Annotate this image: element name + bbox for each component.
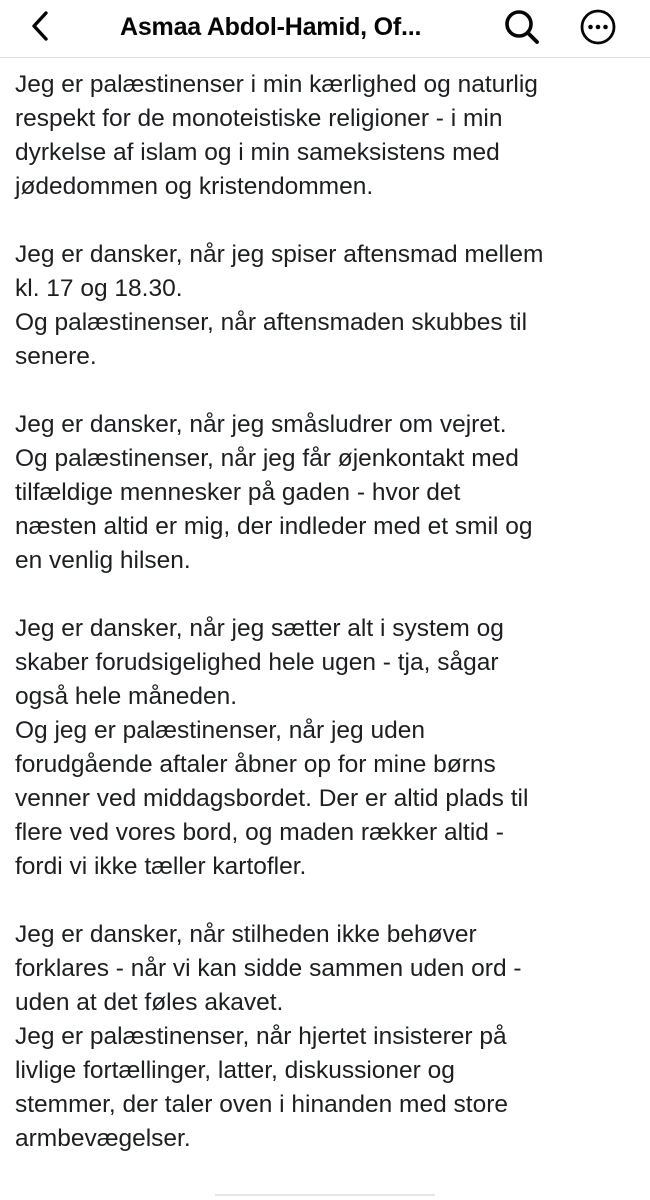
chevron-left-icon <box>29 10 51 42</box>
post-text-line: stemmer, der taler oven i hinanden med store <box>15 1091 508 1118</box>
post-text-line: en venlig hilsen. <box>15 547 191 574</box>
post-text-line: Jeg er dansker, når stilheden ikke behøver <box>15 921 477 948</box>
post-text-line: tilfældige mennesker på gaden - hvor det <box>15 479 461 506</box>
post-text-line: livlige fortællinger, latter, diskussioner og <box>15 1057 455 1084</box>
post-text-line: Jeg er dansker, når jeg spiser aftensmad mellem <box>15 241 544 268</box>
post-text-line: jødedommen og kristendommen. <box>15 173 374 200</box>
divider <box>215 1194 435 1196</box>
post-text-line: Jeg er palæstinenser i min kærlighed og naturlig <box>15 71 538 98</box>
post-text-line: Og palæstinenser, når aftensmaden skubbes til <box>15 309 528 336</box>
post-text-line: senere. <box>15 343 97 370</box>
post-paragraph <box>15 68 637 204</box>
back-button[interactable] <box>22 8 58 44</box>
post-text-line: forklares - når vi kan sidde sammen uden ord - <box>15 955 522 982</box>
top-navigation-bar <box>0 0 650 58</box>
post-text-line: armbevægelser. <box>15 1125 191 1152</box>
more-options-button[interactable] <box>576 5 620 49</box>
post-text-line: næsten altid er mig, der indleder med et smil og <box>15 513 533 540</box>
search-button[interactable] <box>500 5 544 49</box>
post-text-line: venner ved middagsbordet. Der er altid plads til <box>15 785 529 812</box>
post-text-line: skaber forudsigelighed hele ugen - tja, sågar <box>15 649 499 676</box>
post-text-line: fordi vi ikke tæller kartofler. <box>15 853 307 880</box>
post-text-line: uden at det føles akavet. <box>15 989 284 1016</box>
post-text-line: flere ved vores bord, og maden rækker altid - <box>15 819 504 846</box>
page-title: Asmaa Abdol-Hamid, Of... <box>120 13 422 41</box>
post-text-line: Og palæstinenser, når jeg får øjenkontakt med <box>15 445 519 472</box>
post-text <box>15 68 637 1190</box>
more-horizontal-icon <box>580 9 616 45</box>
post-paragraph <box>15 612 637 884</box>
post-text-line: kl. 17 og 18.30. <box>15 275 183 302</box>
post-text-line: forudgående aftaler åbner op for mine børns <box>15 751 496 778</box>
search-icon <box>503 8 541 46</box>
post-text-line: dyrkelse af islam og i min sameksistens med <box>15 139 500 166</box>
post-text-line: også hele måneden. <box>15 683 238 710</box>
post-paragraph <box>15 238 637 374</box>
post-paragraph <box>15 408 637 578</box>
post-text-line: Jeg er dansker, når jeg sætter alt i system og <box>15 615 504 642</box>
post-text-line: Og jeg er palæstinenser, når jeg uden <box>15 717 425 744</box>
post-text-line: respekt for de monoteistiske religioner - i min <box>15 105 503 132</box>
post-text-line: Jeg er dansker, når jeg småsludrer om vejret. <box>15 411 507 438</box>
post-paragraph <box>15 918 637 1156</box>
post-text-line: Jeg er palæstinenser, når hjertet insisterer på <box>15 1023 507 1050</box>
